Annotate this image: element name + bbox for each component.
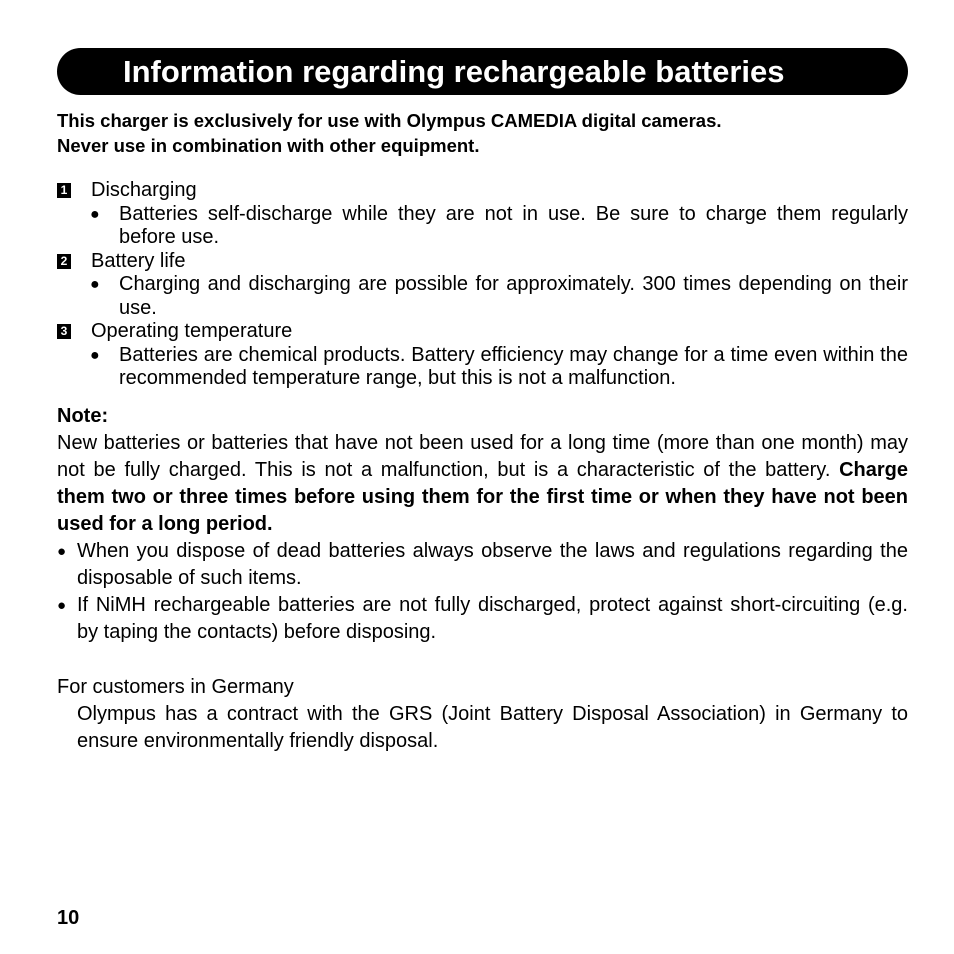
note-title: Note:	[57, 405, 109, 427]
section-bullet-text: Charging and discharging are possible for approximately. 300 times depending on their use.	[119, 273, 908, 319]
section-number-badge: 3	[57, 324, 71, 339]
section-bullet-text: Batteries are chemical products. Battery efficiency may change for a time even within the recommended temperature range, but this is not a malfunction.	[119, 343, 908, 389]
section-bullet-text: Batteries self-discharge while they are not in use. Be sure to charge them regularly before use.	[119, 202, 908, 248]
bullet-icon: ●	[90, 346, 100, 364]
bullet-icon: ●	[90, 276, 100, 293]
title-banner	[57, 48, 908, 95]
intro-line-1: This charger is exclusively for use with Olympus CAMEDIA digital cameras.	[57, 110, 722, 131]
section-battery-life	[57, 250, 908, 321]
page-number: 10	[57, 907, 80, 929]
section-bullet	[57, 344, 908, 391]
germany-notice	[57, 674, 908, 755]
note-bullet	[57, 592, 908, 646]
intro-line-2: Never use in combination with other equipment.	[57, 135, 480, 156]
section-heading-text: Battery life	[91, 249, 186, 272]
section-bullet	[57, 203, 908, 250]
section-heading	[57, 179, 908, 203]
note-bullet-text: When you dispose of dead batteries always observe the laws and regulations regarding the disposable of such items.	[77, 540, 908, 589]
intro-warning	[57, 108, 908, 158]
battery-sections	[57, 179, 908, 391]
note-bullet-text: If NiMH rechargeable batteries are not fully discharged, protect against short-circuiting (e.g. by taping the contacts) before disposing.	[77, 594, 908, 643]
section-operating-temperature	[57, 320, 908, 391]
section-heading	[57, 320, 908, 344]
note-body	[57, 430, 908, 538]
page-title: Information regarding rechargeable batteries	[123, 54, 785, 89]
section-number-badge: 1	[57, 183, 71, 198]
note-bullet	[57, 538, 908, 592]
note-block	[57, 403, 908, 646]
section-heading-text: Operating temperature	[91, 320, 293, 342]
bullet-icon: ●	[57, 543, 67, 560]
note-body-plain: New batteries or batteries that have not been used for a long time (more than one month) may not be fully charged. This is not a malfunction, but is a characteristic of the battery.	[57, 432, 908, 481]
section-heading	[57, 250, 908, 274]
note-body-bold: Charge them two or three times before using them for the first time or when they have not been used for a long period.	[57, 459, 908, 535]
bullet-icon: ●	[90, 205, 100, 223]
germany-body: Olympus has a contract with the GRS (Joint Battery Disposal Association) in Germany to ensure environmentally friendly disposal.	[77, 703, 908, 752]
section-heading-text: Discharging	[91, 179, 197, 201]
section-bullet	[57, 273, 908, 320]
germany-heading: For customers in Germany	[57, 676, 294, 698]
section-discharging	[57, 179, 908, 250]
section-number-badge: 2	[57, 254, 71, 269]
bullet-icon: ●	[57, 597, 67, 614]
